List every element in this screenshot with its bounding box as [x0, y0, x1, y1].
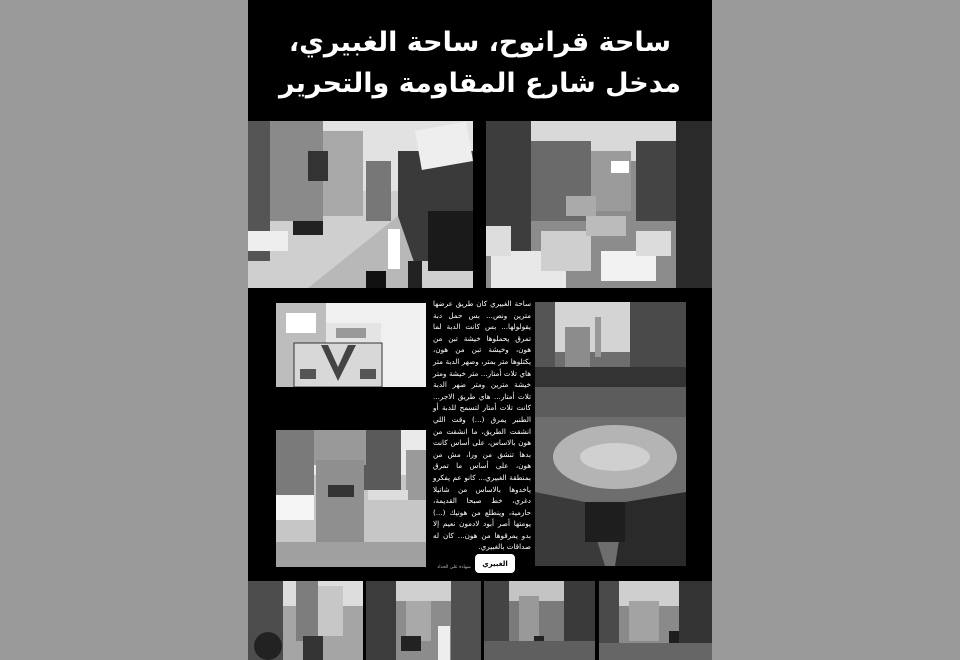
photo-building-upper — [276, 303, 426, 387]
testimony-credit: شهادة علي الحداد — [437, 565, 471, 570]
photo-traffic-top-right — [486, 121, 712, 288]
poster — [248, 0, 712, 660]
photo-bottom-3 — [484, 581, 595, 660]
ghobeiry-logo-stamp: الغبيري — [475, 554, 515, 573]
title-line-2: مدخل شارع المقاومة والتحرير — [278, 68, 682, 99]
photo-bottom-2 — [366, 581, 481, 660]
photo-monument-lower — [276, 430, 426, 567]
photo-street-top-left — [248, 121, 473, 288]
photo-bottom-4 — [599, 581, 712, 660]
photo-bottom-1 — [248, 581, 363, 660]
poster-title — [248, 22, 712, 104]
title-line-1: ساحة قرانوح، ساحة الغبيري، — [288, 27, 672, 58]
testimony-text: ساحة الغبيري كان طريق عرضها مترين ونص... بس حمل دبة يقولولها... بس كانت الدبة لما تمرق يحملوها خيشة تبن من هون، وخيشة تبن من هون، يكتلوها متر بمتر، وصهر الدبة متر هاي تلات أمتار... متر خيشة ومتر خيشة مترين ومتر ضهر الدبة تلات أمتار... هاي طريق الاجر... كانت تلات أمتار لتسمح للدبة أو الطنبر يمرق (...) وقت اللي انشقت الطريق، ما انشقت من هون بالاساس، على أساس كانت بدها تنشق من ورا، مش من هون، على أساس ما تمرق بمنطقة الغبيري... كانو عم يفكرو ياخدوها بالاساس من شاتيلا دغري، خط صبحا القديمة، حارمية، وينطلع من هونيك (...) يومتها أصر أبود لادمون نعيم إلا بدو يمرقوها من هون... كان له صداقات بالغبيري. — [433, 299, 531, 552]
photo-excavation — [535, 302, 686, 566]
